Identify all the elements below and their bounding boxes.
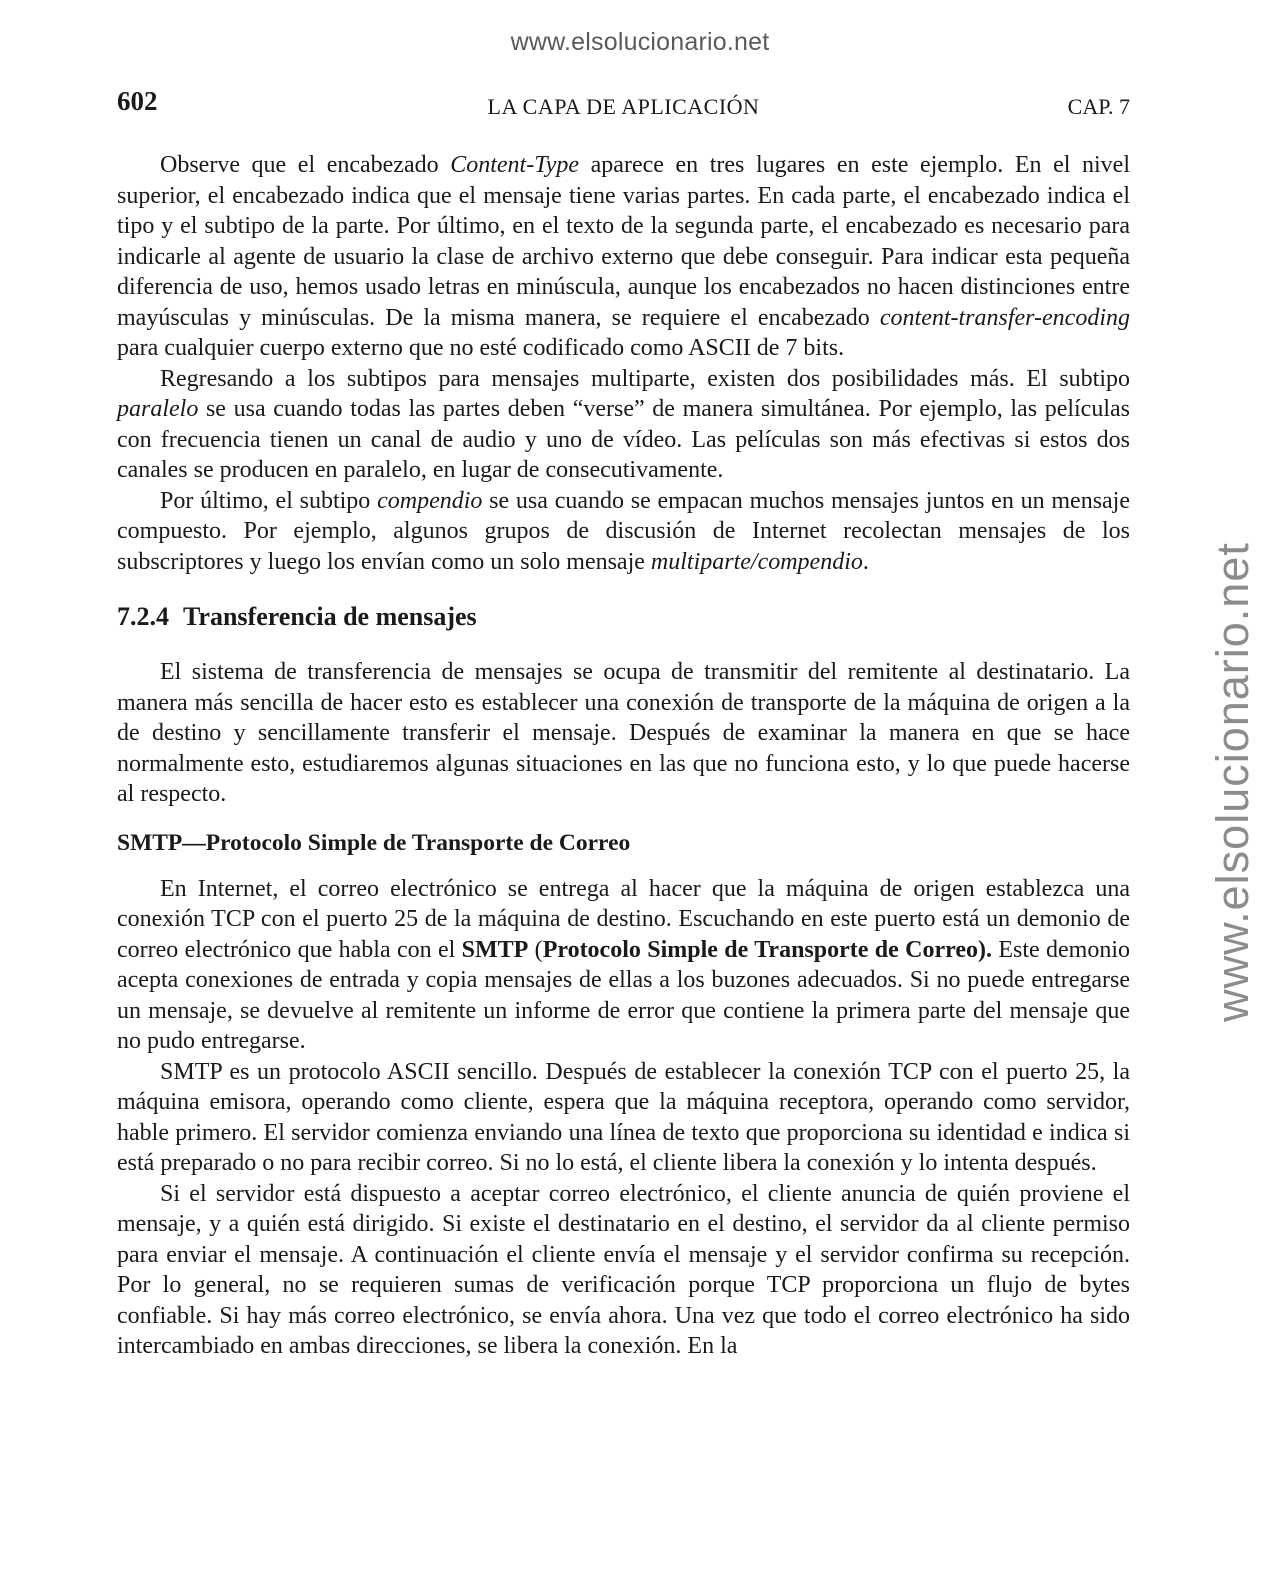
running-title: LA CAPA DE APLICACIÓN [487,94,760,119]
italic-term: multiparte/compendio [650,548,863,575]
chapter-reference: CAP. 7 [1067,94,1130,119]
subsection-heading: SMTP—Protocolo Simple de Transporte de Correo [117,829,631,856]
italic-term: compendio [377,487,483,514]
text-run: El sistema de transferencia de mensajes se ocupa de transmitir del remitente al destinatario. La manera más sencilla de hacer esto es establecer una conexión de transporte de la máquina de origen a la de destino y sencillamente transferir el mensaje. Después de examinar la manera en que se hace normalmente esto, estudiaremos algunas situaciones en las que no funciona esto, y lo que puede hacerse al respecto. [117,659,1130,807]
paragraph-paralelo [117,364,1130,486]
section-number: 7.2.4 [117,602,169,631]
paragraph-smtp-intro [117,874,1130,1057]
section-heading [117,601,1130,633]
text-run: para cualquier cuerpo externo que no esté codificado como ASCII de 7 bits. [117,335,845,361]
text-run: Por último, el subtipo [160,487,378,514]
text-run: se usa cuando todas las partes deben “verse” de manera simultánea. Por ejemplo, las películas con frecuencia tienen un canal de audio y uno de vídeo. Las películas son más efectivas si estos dos canales se producen en paralelo, en lugar de consecutivamente. [117,396,1130,483]
italic-term: content-transfer-encoding [879,304,1130,331]
page-body [117,150,1130,1362]
page-number: 602 [117,86,158,116]
text-run: En Internet, el correo electrónico se entrega al hacer que la máquina de origen establezca una conexión TCP con el puerto 25 de la máquina de destino. Escuchando en este puerto está un demonio de correo electrónico que habla con el [117,875,1130,963]
paragraph-content-type [117,150,1130,364]
page-header [117,86,1130,126]
watermark-side: www.elsolucionario.net [1207,542,1258,1022]
text-run: ( [528,936,543,963]
text-run: Si el servidor está dispuesto a aceptar correo electrónico, el cliente anuncia de quién proviene el mensaje, y a quién está dirigido. Si existe el destinatario en el destino, el servidor da al cliente permiso para enviar el mensaje. A continuación el cliente envía el mensaje y el servidor confirma su recepción. Por lo general, no se requieren sumas de verificación porque TCP proporciona un flujo de bytes confiable. Si hay más correo electrónico, se envía ahora. Una vez que todo el correo electrónico ha sido intercambiado en ambas direcciones, se libera la conexión. En la [117,1180,1130,1359]
italic-term: Content-Type [450,152,580,178]
text-run: Regresando a los subtipos para mensajes multiparte, existen dos posibilidades más. El subtipo [160,365,1130,392]
text-run: . [862,548,869,575]
bold-term: SMTP [461,936,529,963]
section-title: Transferencia de mensajes [183,602,477,631]
paragraph-smtp-exchange [117,1179,1130,1362]
paragraph-smtp-protocol [117,1057,1130,1179]
paragraph-transfer-intro [117,657,1130,810]
italic-term: paralelo [117,396,199,422]
text-run: se usa cuando se empacan muchos mensajes juntos en un mensaje compuesto. Por ejemplo, algunos grupos de discusión de Internet recolectan mensajes de los subscriptores y luego los envían como un solo mensaje [117,487,1131,575]
text-run: SMTP es un protocolo ASCII sencillo. Después de establecer la conexión TCP con el puerto 25, la máquina emisora, operando como cliente, espera que la máquina receptora, operando como servidor, hable primero. El servidor comienza enviando una línea de texto que proporciona su identidad e indica si está preparado o no para recibir correo. Si no lo está, el cliente libera la conexión y lo intenta después. [117,1058,1130,1176]
text-run: Este demonio acepta conexiones de entrada y copia mensajes de ellas a los buzones adecuados. Si no puede entregarse un mensaje, se devuelve al remitente un informe de error que contiene la primera parte del mensaje que no pudo entregarse. [117,936,1131,1054]
paragraph-compendio [117,486,1130,578]
bold-term: Protocolo Simple de Transporte de Correo). [542,936,992,963]
watermark-top: www.elsolucionario.net [510,28,770,56]
text-run: Observe que el encabezado [160,152,451,178]
text-run: aparece en tres lugares en este ejemplo. En el nivel superior, el encabezado indica que el mensaje tiene varias partes. En cada parte, el encabezado indica el tipo y el subtipo de la parte. Por último, en el texto de la segunda parte, el encabezado es necesario para indicarle al agente de usuario la clase de archivo externo que debe conseguir. Para indicar esta pequeña diferencia de uso, hemos usado letras en minúscula, aunque los encabezados no hacen distinciones entre mayúsculas y minúsculas. De la misma manera, se requiere el encabezado [117,152,1131,331]
